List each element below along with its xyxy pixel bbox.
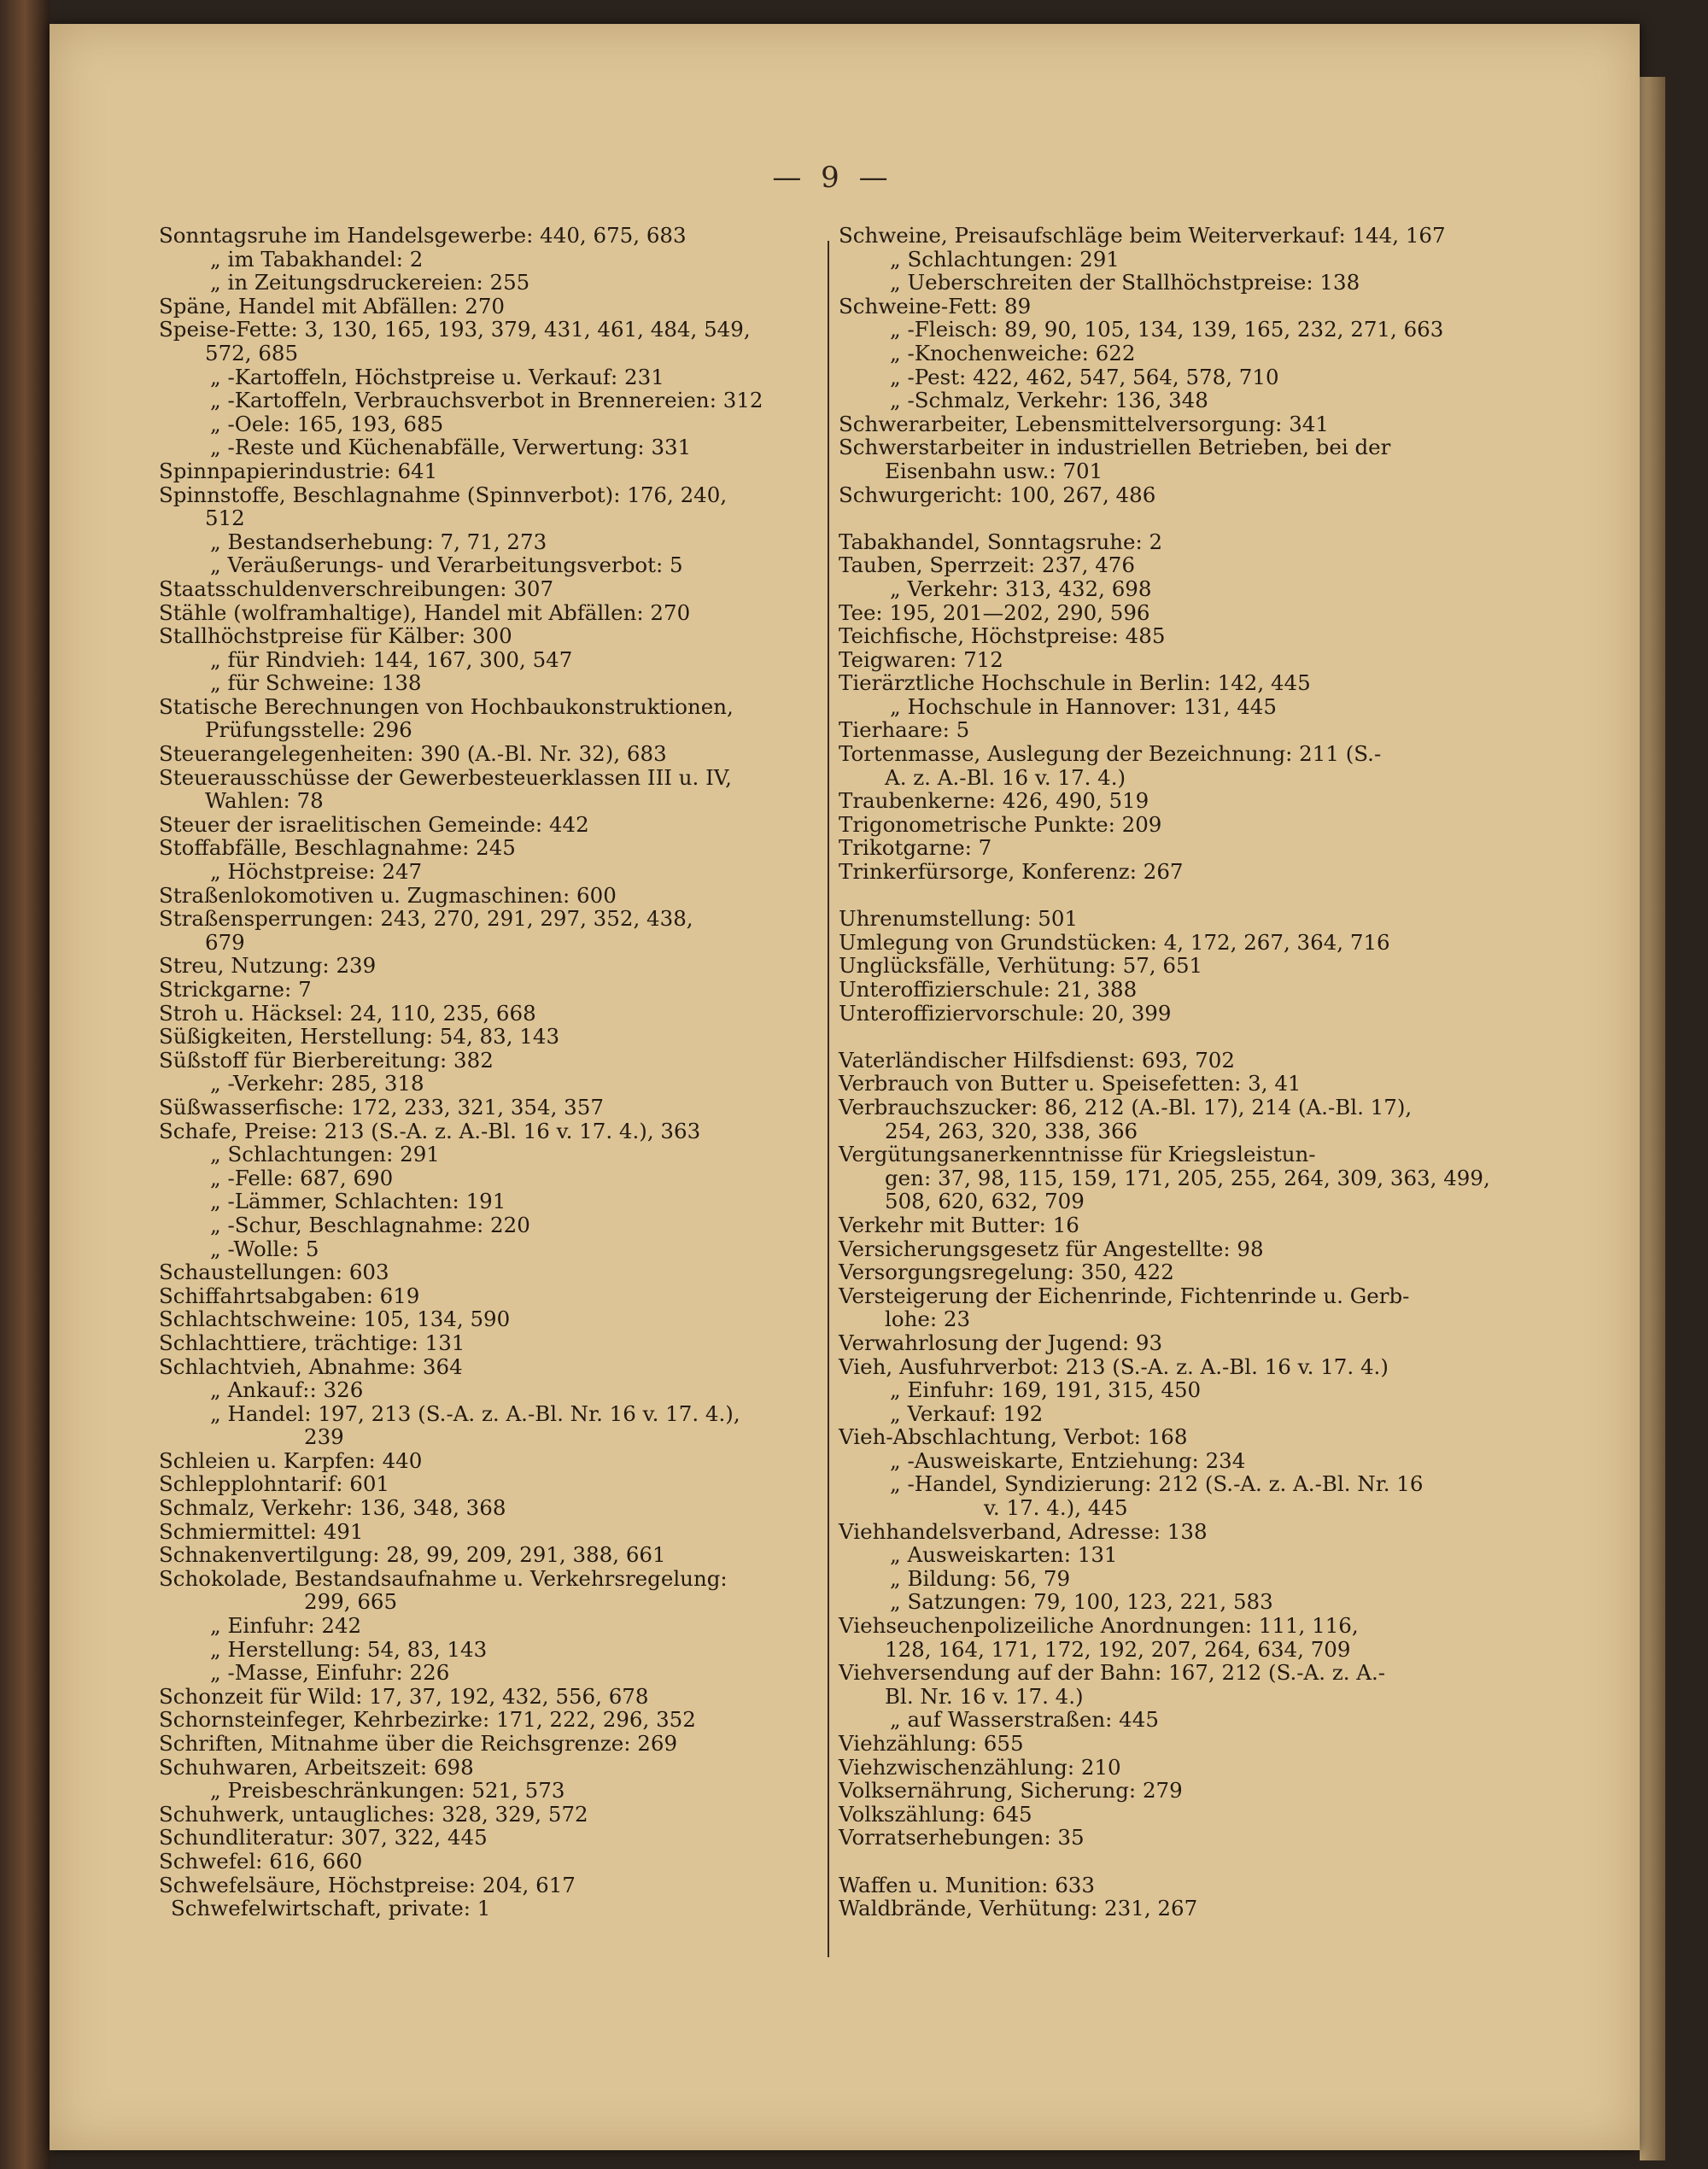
index-subentry: „ Bildung: 56, 79 <box>890 1565 1071 1591</box>
section-gap <box>839 884 1513 908</box>
index-entry: Vaterländischer Hilfsdienst: 693, 702 <box>839 1047 1235 1073</box>
index-subentry: „ -Reste und Küchenabfälle, Verwertung: 331 <box>210 435 692 460</box>
index-subentry: „ -Verkehr: 285, 318 <box>210 1071 424 1096</box>
index-entry: Späne, Handel mit Abfällen: 270 <box>159 293 505 319</box>
index-entry: Schuhwaren, Arbeitszeit: 698 <box>159 1754 474 1780</box>
index-entry: Vorratserhebungen: 35 <box>839 1825 1085 1850</box>
index-subentry: 679 <box>205 929 245 955</box>
index-entry: Uhrenumstellung: 501 <box>839 906 1079 932</box>
index-entry: Steuer der israelitischen Gemeinde: 442 <box>159 811 589 837</box>
index-entry: Tierhaare: 5 <box>839 717 970 743</box>
index-entry: Schlachtvieh, Abnahme: 364 <box>159 1353 463 1379</box>
index-entry: Statische Berechnungen von Hochbaukonstruktionen, <box>159 693 734 719</box>
index-entry: Teigwaren: 712 <box>839 646 1003 672</box>
index-entry: Straßensperrungen: 243, 270, 291, 297, 352, 438, <box>159 906 693 932</box>
index-entry: Stroh u. Häcksel: 24, 110, 235, 668 <box>159 1000 536 1026</box>
index-subentry: „ für Schweine: 138 <box>210 670 422 696</box>
index-entry: Verwahrlosung der Jugend: 93 <box>839 1330 1163 1355</box>
index-entry: Süßstoff für Bierbereitung: 382 <box>159 1047 494 1073</box>
index-entry: Straßenlokomotiven u. Zugmaschinen: 600 <box>159 882 617 908</box>
index-entry: Stähle (wolframhaltige), Handel mit Abfällen: 270 <box>159 599 691 625</box>
index-subentry: „ Herstellung: 54, 83, 143 <box>210 1636 488 1662</box>
index-entry: Süßwasserfische: 172, 233, 321, 354, 357 <box>159 1094 604 1120</box>
index-entry: Trinkerfürsorge, Konferenz: 267 <box>839 859 1184 885</box>
index-subentry: „ Handel: 197, 213 (S.-A. z. A.-Bl. Nr. 16 v. 17. 4.), <box>210 1400 740 1426</box>
index-subentry: 254, 263, 320, 338, 366 <box>885 1118 1138 1143</box>
index-entry: Vieh-Abschlachtung, Verbot: 168 <box>839 1424 1188 1450</box>
index-subentry: „ -Schmalz, Verkehr: 136, 348 <box>890 388 1208 413</box>
index-entry: Verkehr mit Butter: 16 <box>839 1212 1079 1237</box>
index-subentry: „ Einfuhr: 242 <box>210 1613 362 1639</box>
index-subentry: lohe: 23 <box>885 1307 971 1332</box>
index-entry: Versteigerung der Eichenrinde, Fichtenrinde u. Gerb- <box>839 1283 1410 1308</box>
index-entry: Süßigkeiten, Herstellung: 54, 83, 143 <box>159 1024 560 1049</box>
index-entry: Schlachttiere, trächtige: 131 <box>159 1330 465 1355</box>
index-subentry: Eisenbahn usw.: 701 <box>885 458 1103 483</box>
index-entry: Schonzeit für Wild: 17, 37, 192, 432, 556, 678 <box>159 1683 649 1709</box>
index-entry: Schmalz, Verkehr: 136, 348, 368 <box>159 1495 506 1521</box>
index-entry: Unglücksfälle, Verhütung: 57, 651 <box>839 953 1203 979</box>
index-entry: Streu, Nutzung: 239 <box>159 953 377 979</box>
section-gap <box>839 506 1513 530</box>
index-entry: Schwurgericht: 100, 267, 486 <box>839 482 1156 507</box>
index-entry: Sonntagsruhe im Handelsgewerbe: 440, 675, 683 <box>159 223 687 248</box>
index-subentry: „ -Pest: 422, 462, 547, 564, 578, 710 <box>890 364 1279 389</box>
index-entry: Teichfische, Höchstpreise: 485 <box>839 623 1166 649</box>
index-entry: Verbrauch von Butter u. Speisefetten: 3, 41 <box>839 1071 1301 1096</box>
index-subentry: „ Schlachtungen: 291 <box>210 1142 440 1167</box>
index-subentry: „ Einfuhr: 169, 191, 315, 450 <box>890 1377 1202 1403</box>
index-subentry: „ -Kartoffeln, Höchstpreise u. Verkauf: 231 <box>210 364 664 389</box>
index-entry: Schiffahrtsabgaben: 619 <box>159 1283 420 1308</box>
index-subentry: „ Schlachtungen: 291 <box>890 246 1120 272</box>
index-entry: Traubenkerne: 426, 490, 519 <box>839 788 1149 814</box>
index-subentry: „ im Tabakhandel: 2 <box>210 246 424 272</box>
index-entry: Unteroffizierschule: 21, 388 <box>839 977 1138 1002</box>
index-entry: Verbrauchszucker: 86, 212 (A.-Bl. 17), 214 (A.-Bl. 17), <box>839 1094 1413 1120</box>
index-entry: Schlepplohntarif: 601 <box>159 1471 390 1497</box>
index-subentry: „ Höchstpreise: 247 <box>210 859 423 885</box>
index-entry: Viehzählung: 655 <box>839 1731 1024 1756</box>
index-subentry: Bl. Nr. 16 v. 17. 4.) <box>885 1683 1084 1709</box>
book-binding-edge <box>0 0 50 2169</box>
index-entry: Versorgungsregelung: 350, 422 <box>839 1260 1174 1285</box>
index-entry: Viehversendung auf der Bahn: 167, 212 (S.-A. z. A.- <box>839 1660 1386 1686</box>
page-stack-edge <box>1640 77 1665 2160</box>
index-subentry: „ -Felle: 687, 690 <box>210 1165 394 1190</box>
index-entry: Schaustellungen: 603 <box>159 1260 389 1285</box>
index-entry: Viehhandelsverband, Adresse: 138 <box>839 1518 1208 1544</box>
index-entry: Volkszählung: 645 <box>839 1801 1032 1827</box>
index-subentry: „ auf Wasserstraßen: 445 <box>890 1707 1159 1733</box>
index-subentry: „ -Wolle: 5 <box>210 1236 319 1261</box>
index-column-right <box>839 224 1513 1921</box>
index-subentry: „ Preisbeschränkungen: 521, 573 <box>210 1778 565 1804</box>
index-subentry: „ -Fleisch: 89, 90, 105, 134, 139, 165, 232, 271, 663 <box>890 317 1444 342</box>
index-entry: Schwerstarbeiter in industriellen Betrieben, bei der <box>839 435 1391 460</box>
index-entry: Versicherungsgesetz für Angestellte: 98 <box>839 1236 1264 1261</box>
index-entry: Schundliteratur: 307, 322, 445 <box>159 1825 488 1850</box>
index-subentry: „ in Zeitungsdruckereien: 255 <box>210 270 530 295</box>
index-entry: Schwefel: 616, 660 <box>159 1848 363 1874</box>
index-entry: Trigonometrische Punkte: 209 <box>839 811 1162 837</box>
index-entry: Tabakhandel, Sonntagsruhe: 2 <box>839 529 1163 554</box>
index-subentry: 512 <box>205 506 245 531</box>
index-subentry: „ -Lämmer, Schlachten: 191 <box>210 1189 506 1214</box>
index-subentry: 128, 164, 171, 172, 192, 207, 264, 634, 709 <box>885 1636 1351 1662</box>
index-entry: Schriften, Mitnahme über die Reichsgrenze: 269 <box>159 1731 678 1756</box>
index-entry: Waldbrände, Verhütung: 231, 267 <box>839 1896 1198 1921</box>
index-entry: Spinnpapierindustrie: 641 <box>159 458 438 483</box>
index-entry: Schwefelsäure, Höchstpreise: 204, 617 <box>159 1872 576 1897</box>
section-gap <box>839 1025 1513 1049</box>
index-entry: Spinnstoffe, Beschlagnahme (Spinnverbot): 176, 240, <box>159 482 728 507</box>
index-subentry: „ Ankauf:: 326 <box>210 1377 364 1403</box>
index-entry: Waffen u. Munition: 633 <box>839 1872 1095 1897</box>
index-entry: Trikotgarne: 7 <box>839 835 992 861</box>
index-entry: Vieh, Ausfuhrverbot: 213 (S.-A. z. A.-Bl. 16 v. 17. 4.) <box>839 1353 1389 1379</box>
index-subentry: Prüfungsstelle: 296 <box>205 717 412 743</box>
index-entry: Schweine-Fett: 89 <box>839 293 1032 319</box>
index-subentry: „ -Masse, Einfuhr: 226 <box>210 1660 450 1686</box>
column-divider <box>828 241 829 1957</box>
index-subentry: Wahlen: 78 <box>205 788 324 814</box>
index-subentry: „ -Schur, Beschlagnahme: 220 <box>210 1212 530 1237</box>
index-entry: Steuerangelegenheiten: 390 (A.-Bl. Nr. 32), 683 <box>159 741 667 767</box>
index-subentry: „ Verkauf: 192 <box>890 1400 1044 1426</box>
index-subentry: „ Bestandserhebung: 7, 71, 273 <box>210 529 547 554</box>
index-subentry: Schwefelwirtschaft, private: 1 <box>171 1896 491 1921</box>
index-entry: Schuhwerk, untaugliches: 328, 329, 572 <box>159 1801 588 1827</box>
index-subentry: 508, 620, 632, 709 <box>885 1189 1085 1214</box>
index-subentry: „ -Ausweiskarte, Entziehung: 234 <box>890 1447 1246 1473</box>
index-entry: Stallhöchstpreise für Kälber: 300 <box>159 623 512 649</box>
index-entry: Umlegung von Grundstücken: 4, 172, 267, 364, 716 <box>839 929 1390 955</box>
index-subentry: „ -Oele: 165, 193, 685 <box>210 411 444 436</box>
index-subentry: „ Satzungen: 79, 100, 123, 221, 583 <box>890 1589 1273 1615</box>
index-entry: Schnakenvertilgung: 28, 99, 209, 291, 388, 661 <box>159 1542 666 1568</box>
index-subentry: „ -Knochenweiche: 622 <box>890 340 1136 365</box>
index-entry: Speise-Fette: 3, 130, 165, 193, 379, 431, 461, 484, 549, <box>159 317 751 342</box>
index-entry: Schmiermittel: 491 <box>159 1518 364 1544</box>
index-subentry: gen: 37, 98, 115, 159, 171, 205, 255, 264, 309, 363, 499, <box>885 1165 1490 1190</box>
index-entry: Viehseuchenpolizeiliche Anordnungen: 111, 116, <box>839 1613 1359 1639</box>
index-entry: Unteroffiziervorschule: 20, 399 <box>839 1000 1172 1026</box>
index-entry: Steuerausschüsse der Gewerbesteuerklassen III u. IV, <box>159 764 732 790</box>
index-entry: Tortenmasse, Auslegung der Bezeichnung: 211 (S.- <box>839 741 1382 767</box>
index-entry: Tauben, Sperrzeit: 237, 476 <box>839 552 1135 578</box>
index-entry: Schlachtschweine: 105, 134, 590 <box>159 1307 511 1332</box>
index-entry: Volksernährung, Sicherung: 279 <box>839 1778 1183 1804</box>
index-entry: Schweine, Preisaufschläge beim Weiterverkauf: 144, 167 <box>839 223 1446 248</box>
index-subentry: „ -Handel, Syndizierung: 212 (S.-A. z. A.-Bl. Nr. 16 <box>890 1471 1424 1497</box>
index-entry: Schwerarbeiter, Lebensmittelversorgung: 341 <box>839 411 1329 436</box>
index-entry: Schokolade, Bestandsaufnahme u. Verkehrsregelung: <box>159 1565 728 1591</box>
index-subentry: 299, 665 <box>304 1589 398 1615</box>
section-gap <box>839 1850 1513 1874</box>
index-entry: Schafe, Preise: 213 (S.-A. z. A.-Bl. 16 v. 17. 4.), 363 <box>159 1118 701 1143</box>
page-number: — 9 — <box>772 161 893 195</box>
index-subentry: 239 <box>304 1424 344 1450</box>
index-entry: Tee: 195, 201—202, 290, 596 <box>839 599 1150 625</box>
index-subentry: „ Hochschule in Hannover: 131, 445 <box>890 693 1277 719</box>
index-subentry: v. 17. 4.), 445 <box>984 1495 1128 1521</box>
index-subentry: „ Ausweiskarten: 131 <box>890 1542 1118 1568</box>
index-subentry: A. z. A.-Bl. 16 v. 17. 4.) <box>885 764 1126 790</box>
index-subentry: „ Verkehr: 313, 432, 698 <box>890 576 1152 601</box>
index-column-left <box>159 224 842 1921</box>
index-entry: Vergütungsanerkenntnisse für Kriegsleistun- <box>839 1142 1316 1167</box>
index-entry: Stoffabfälle, Beschlagnahme: 245 <box>159 835 516 861</box>
index-subentry: „ für Rindvieh: 144, 167, 300, 547 <box>210 646 573 672</box>
index-entry: Schornsteinfeger, Kehrbezirke: 171, 222, 296, 352 <box>159 1707 696 1733</box>
index-subentry: „ -Kartoffeln, Verbrauchsverbot in Brennereien: 312 <box>210 388 763 413</box>
index-entry: Staatsschuldenverschreibungen: 307 <box>159 576 554 601</box>
index-subentry: 572, 685 <box>205 340 299 365</box>
index-subentry: „ Ueberschreiten der Stallhöchstpreise: 138 <box>890 270 1360 295</box>
index-subentry: „ Veräußerungs- und Verarbeitungsverbot: 5 <box>210 552 683 578</box>
index-entry: Viehzwischenzählung: 210 <box>839 1754 1121 1780</box>
index-entry: Tierärztliche Hochschule in Berlin: 142, 445 <box>839 670 1311 696</box>
index-entry: Schleien u. Karpfen: 440 <box>159 1447 423 1473</box>
index-entry: Strickgarne: 7 <box>159 977 312 1002</box>
